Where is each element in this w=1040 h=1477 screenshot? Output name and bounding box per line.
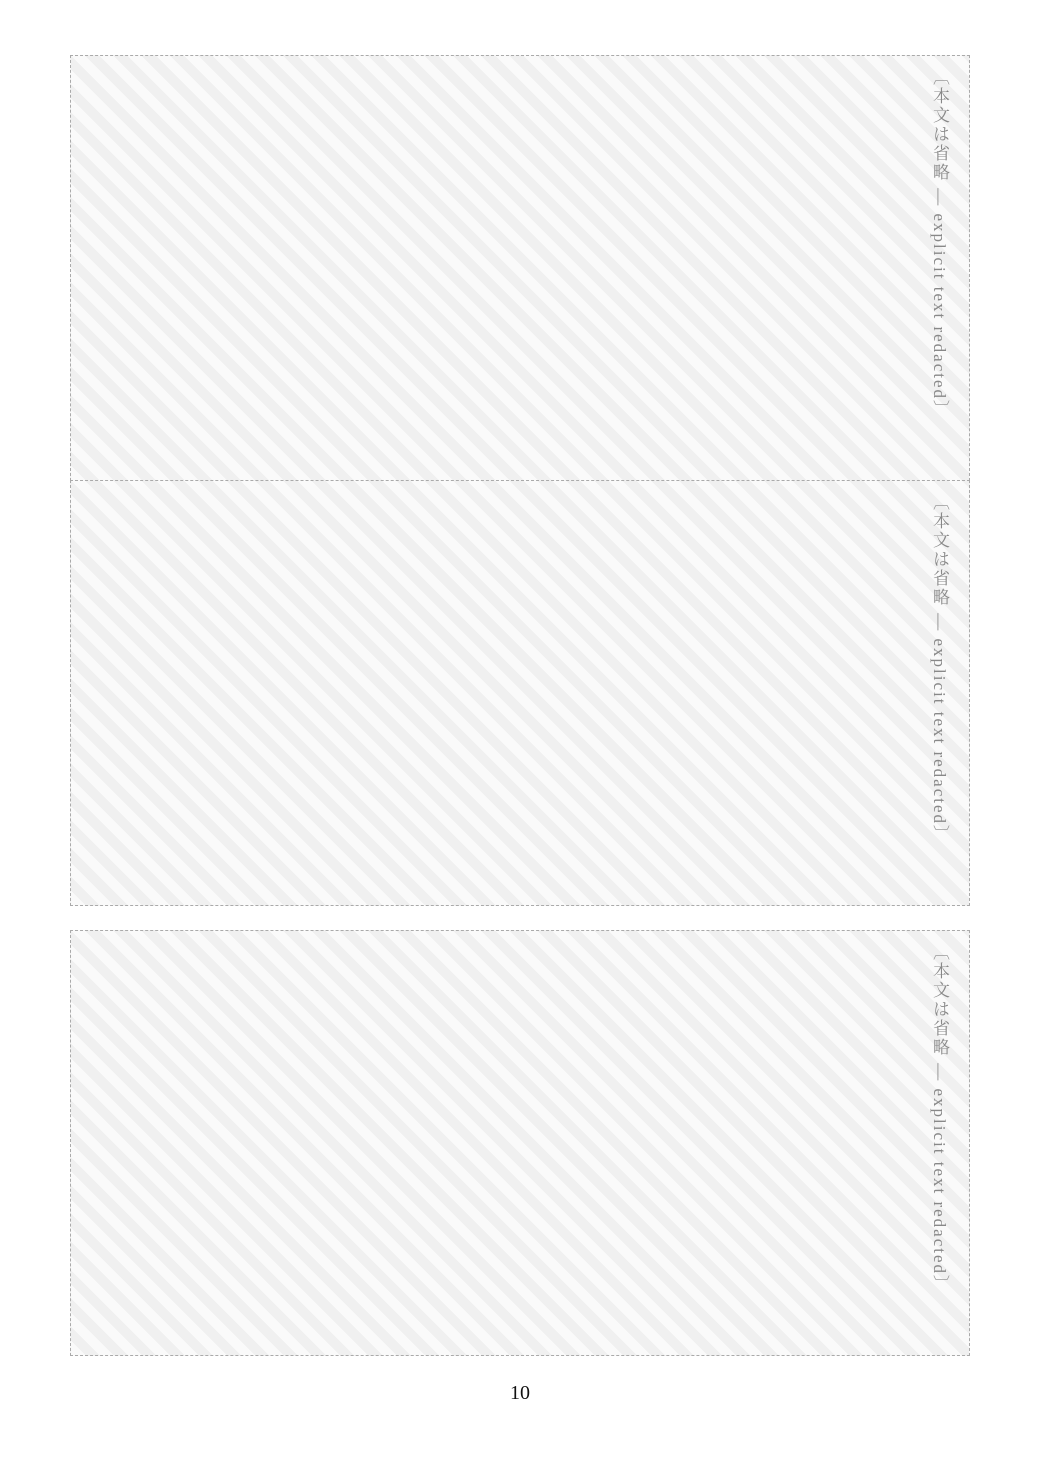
page-number: 10 — [510, 1382, 530, 1404]
vertical-text-band-top: 〔本文は省略 — explicit text redacted〕 — [70, 55, 970, 481]
vertical-text-band-bottom: 〔本文は省略 — explicit text redacted〕 — [70, 930, 970, 1356]
vertical-text-band-middle: 〔本文は省略 — explicit text redacted〕 — [70, 480, 970, 906]
